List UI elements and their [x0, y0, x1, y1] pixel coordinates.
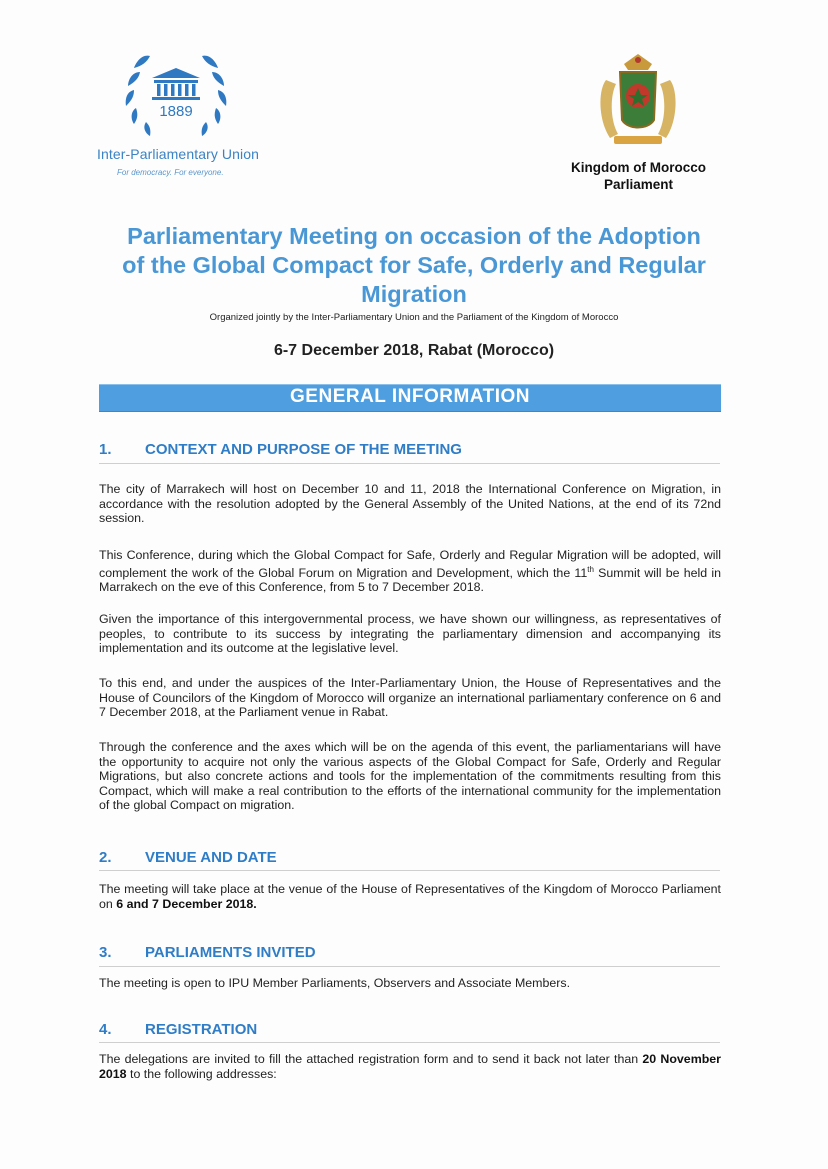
page-title: Parliamentary Meeting on occasion of the Adoption of the Global Compact for Safe, Orderly and Regular Migration	[122, 223, 706, 307]
paragraph: The delegations are invited to fill the attached registration form and to send it back not later than 20 November 2018 to the following addresses:	[99, 1052, 721, 1081]
paragraph: To this end, and under the auspices of the Inter-Parliamentary Union, the House of Representatives and the House of Councilors of the Kingdom of Morocco will organize an international parliamentary conference on 6 and 7 December 2018, at the Parliament venue in Rabat.	[99, 676, 721, 719]
section-heading-invited: 3. PARLIAMENTS INVITED	[99, 944, 316, 961]
paragraph: This Conference, during which the Global Compact for Safe, Orderly and Regular Migration will be adopted, will complement the work of the Global Forum on Migration and Development, which the 11th Summit will be held in Marrakech on the eve of this Conference, from 5 to 7 December 2018.	[99, 548, 722, 595]
section-heading-venue: 2. VENUE AND DATE	[99, 849, 277, 866]
paragraph: The meeting will take place at the venue of the House of Representatives of the Kingdom of Morocco Parliament on 6 and 7 December 2018.	[99, 882, 721, 911]
ipu-name: Inter-Parliamentary Union	[97, 146, 260, 162]
divider	[99, 870, 720, 871]
divider	[99, 463, 720, 464]
paragraph: The city of Marrakech will host on December 10 and 11, 2018 the International Conference on Migration, in accordance with the resolution adopted by the General Assembly of the United Nations, at the end of its 72nd session.	[99, 482, 721, 525]
morocco-crest-icon	[588, 50, 688, 150]
divider	[99, 1042, 720, 1043]
section-banner	[99, 384, 721, 412]
divider	[99, 966, 720, 967]
event-date: 6-7 December 2018, Rabat (Morocco)	[273, 342, 555, 359]
ipu-logo	[120, 44, 232, 144]
paragraph: The meeting is open to IPU Member Parliaments, Observers and Associate Members.	[99, 976, 571, 990]
banner-text: GENERAL INFORMATION	[290, 386, 530, 407]
organizers-line: Organized jointly by the Inter-Parliamentary Union and the Parliament of the Kingdom of Morocco	[209, 312, 619, 323]
paragraph: Given the importance of this intergovernmental process, we have shown our willingness, as representatives of peoples, to contribute to its success by integrating the parliamentary dimension and accompanying its implementation and its outcome at the legislative level.	[99, 612, 721, 655]
section-heading-context: 1. CONTEXT AND PURPOSE OF THE MEETING	[99, 441, 462, 458]
morocco-parliament-label: Kingdom of Morocco Parliament	[571, 160, 706, 192]
ipu-year: 1889	[159, 103, 193, 120]
section-heading-registration: 4. REGISTRATION	[99, 1021, 258, 1038]
ipu-tagline: For democracy. For everyone.	[117, 168, 224, 177]
paragraph: Through the conference and the axes which will be on the agenda of this event, the parliamentarians will have the opportunity to acquire not only the various aspects of the Global Compact for Safe, Orderly and Regular Migrations, but also concrete actions and tools for the implementation of the commitments resulting from this Compact, which will make a real contribution to the efforts of the international community for the implementation of the global Compact on migration.	[99, 740, 721, 812]
